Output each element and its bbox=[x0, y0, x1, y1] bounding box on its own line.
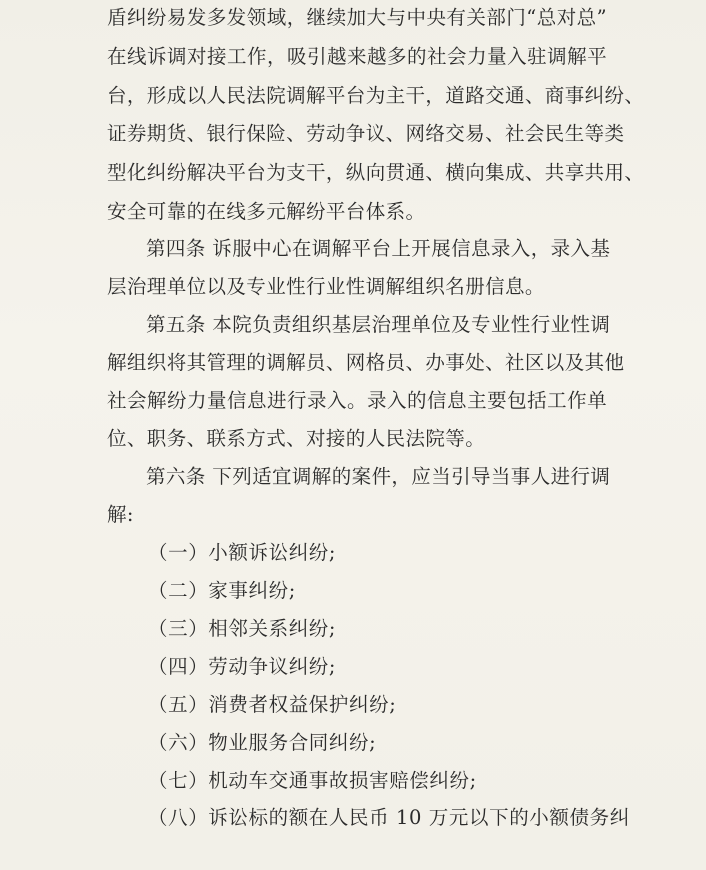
list-item-5: （五）消费者权益保护纠纷; bbox=[148, 693, 397, 716]
list-item-3: （三）相邻关系纠纷; bbox=[148, 617, 337, 640]
text-line-8: 层治理单位以及专业性行业性调解组织名册信息。 bbox=[107, 275, 545, 298]
list-item-1: （一）小额诉讼纠纷; bbox=[148, 541, 337, 564]
text-line-12: 位、职务、联系方式、对接的人民法院等。 bbox=[107, 427, 486, 450]
article-5-heading-line: 第五条 本院负责组织基层治理单位及专业性行业性调 bbox=[146, 313, 611, 336]
text-line-10: 解组织将其管理的调解员、网格员、办事处、社区以及其他 bbox=[107, 351, 625, 374]
text-line-5: 型化纠纷解决平台为支干，纵向贯通、横向集成、共享共用、 bbox=[107, 161, 645, 184]
text-line-1: 盾纠纷易发多发领域，继续加大与中央有关部门“总对总” bbox=[107, 6, 607, 29]
text-line-3: 台，形成以人民法院调解平台为主干，道路交通、商事纠纷、 bbox=[107, 84, 645, 107]
text-line-4: 证券期货、银行保险、劳动争议、网络交易、社会民生等类 bbox=[107, 122, 625, 145]
list-item-2: （二）家事纠纷; bbox=[148, 579, 296, 602]
text-line-14: 解: bbox=[107, 503, 134, 526]
text-line-11: 社会解纷力量信息进行录入。录入的信息主要包括工作单 bbox=[107, 389, 607, 412]
text-line-6: 安全可靠的在线多元解纷平台体系。 bbox=[107, 200, 426, 223]
list-item-8: （八）诉讼标的额在人民币 10 万元以下的小额债务纠 bbox=[148, 806, 630, 829]
list-item-4: （四）劳动争议纠纷; bbox=[148, 655, 337, 678]
article-6-heading-line: 第六条 下列适宜调解的案件，应当引导当事人进行调 bbox=[146, 465, 611, 488]
text-line-2: 在线诉调对接工作，吸引越来越多的社会力量入驻调解平 bbox=[107, 45, 607, 68]
list-item-7: （七）机动车交通事故损害赔偿纠纷; bbox=[148, 769, 477, 792]
list-item-6: （六）物业服务合同纠纷; bbox=[148, 731, 377, 754]
article-4-heading-line: 第四条 诉服中心在调解平台上开展信息录入，录入基 bbox=[146, 237, 611, 260]
